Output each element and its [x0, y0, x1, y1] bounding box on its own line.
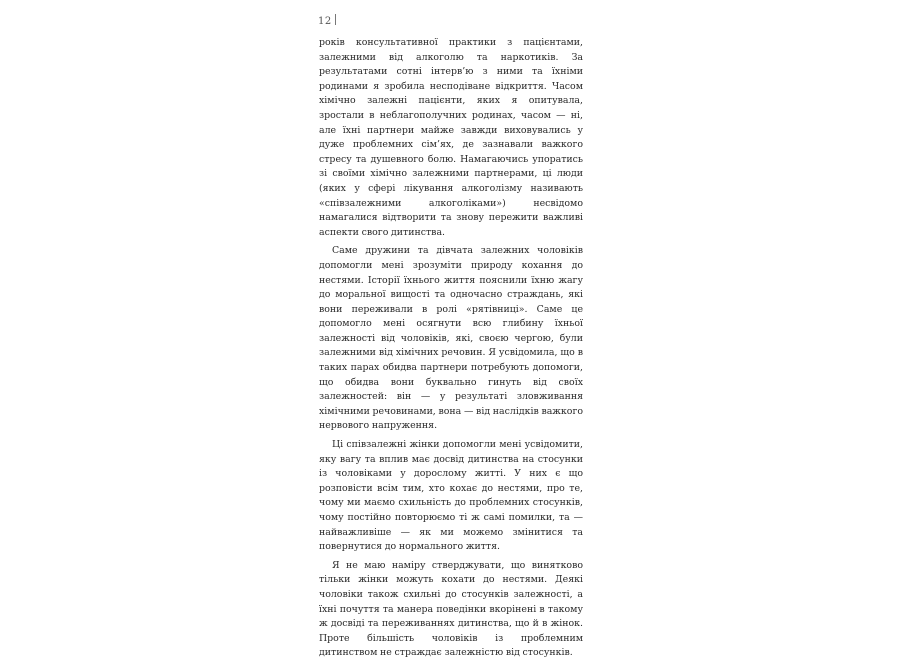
paragraph-4: Я не маю наміру стверджувати, що винятково тільки жінки можуть кохати до нестями. Деякі чоловіки також схильні до стосунків залежності, а їхні почуття та манера поведінки вкорінені в такому ж досвіді та переживаннях дитинства, що й в жінок. Проте більшість чоловіків із проблемним дитинством не страждає залежністю від стосунків. [319, 559, 583, 659]
page-number-divider [335, 14, 336, 25]
text-body [319, 36, 583, 661]
paragraph-2: Саме дружини та дівчата залежних чоловіків допомогли мені зрозуміти природу кохання до нестями. Історії їхнього життя пояснили їхню жагу до моральної вищості та одночасно страждань, які вони переживали в ролі «рятівниці». Саме це допомогло мені осягнути всю глибину їхньої залежності від чоловіків, які, своєю чергою, були залежними від хімічних речовин. Я усвідомила, що в таких парах обидва партнери потребують допомоги, що обидва вони буквально гинуть від своїх залежностей: він — у результаті зловживання хімічними речовинами, вона — від наслідків важкого нервового напруження. [319, 245, 583, 432]
paragraph-1: років консультативної практики з пацієнтами, залежними від алкоголю та наркотиків. За результатами сотні інтерв’ю з ними та їхніми родинами я зробила несподіване відкриття. Часом хімічно залежні пацієнти, яких я опитувала, зростали в неблагополучних родинах, часом — ні, але їхні партнери майже завжди виховувались у дуже проблемних сім’ях, де зазнавали важкого стресу та душевного болю. Намагаючись упоратись зі своїми хімічно залежними партнерами, ці люди (яких у сфері лікування алкоголізму називають «співзалежними алкоголіками») несвідомо намагалися відтворити та знову пережити важливі аспекти свого дитинства. [319, 37, 583, 238]
page-number-value: 12 [318, 16, 332, 27]
page-number [318, 14, 336, 27]
paragraph-3: Ці співзалежні жінки допомогли мені усвідомити, яку вагу та вплив має досвід дитинства на стосунки із чоловіками у дорослому житті. У них є що розповісти всім тим, хто кохає до нестями, про те, чому ми маємо схильність до проблемних стосунків, чому постійно повторюємо ті ж самі помилки, та — найважливіше — як ми можемо змінитися та повернутися до нормального життя. [319, 439, 583, 553]
